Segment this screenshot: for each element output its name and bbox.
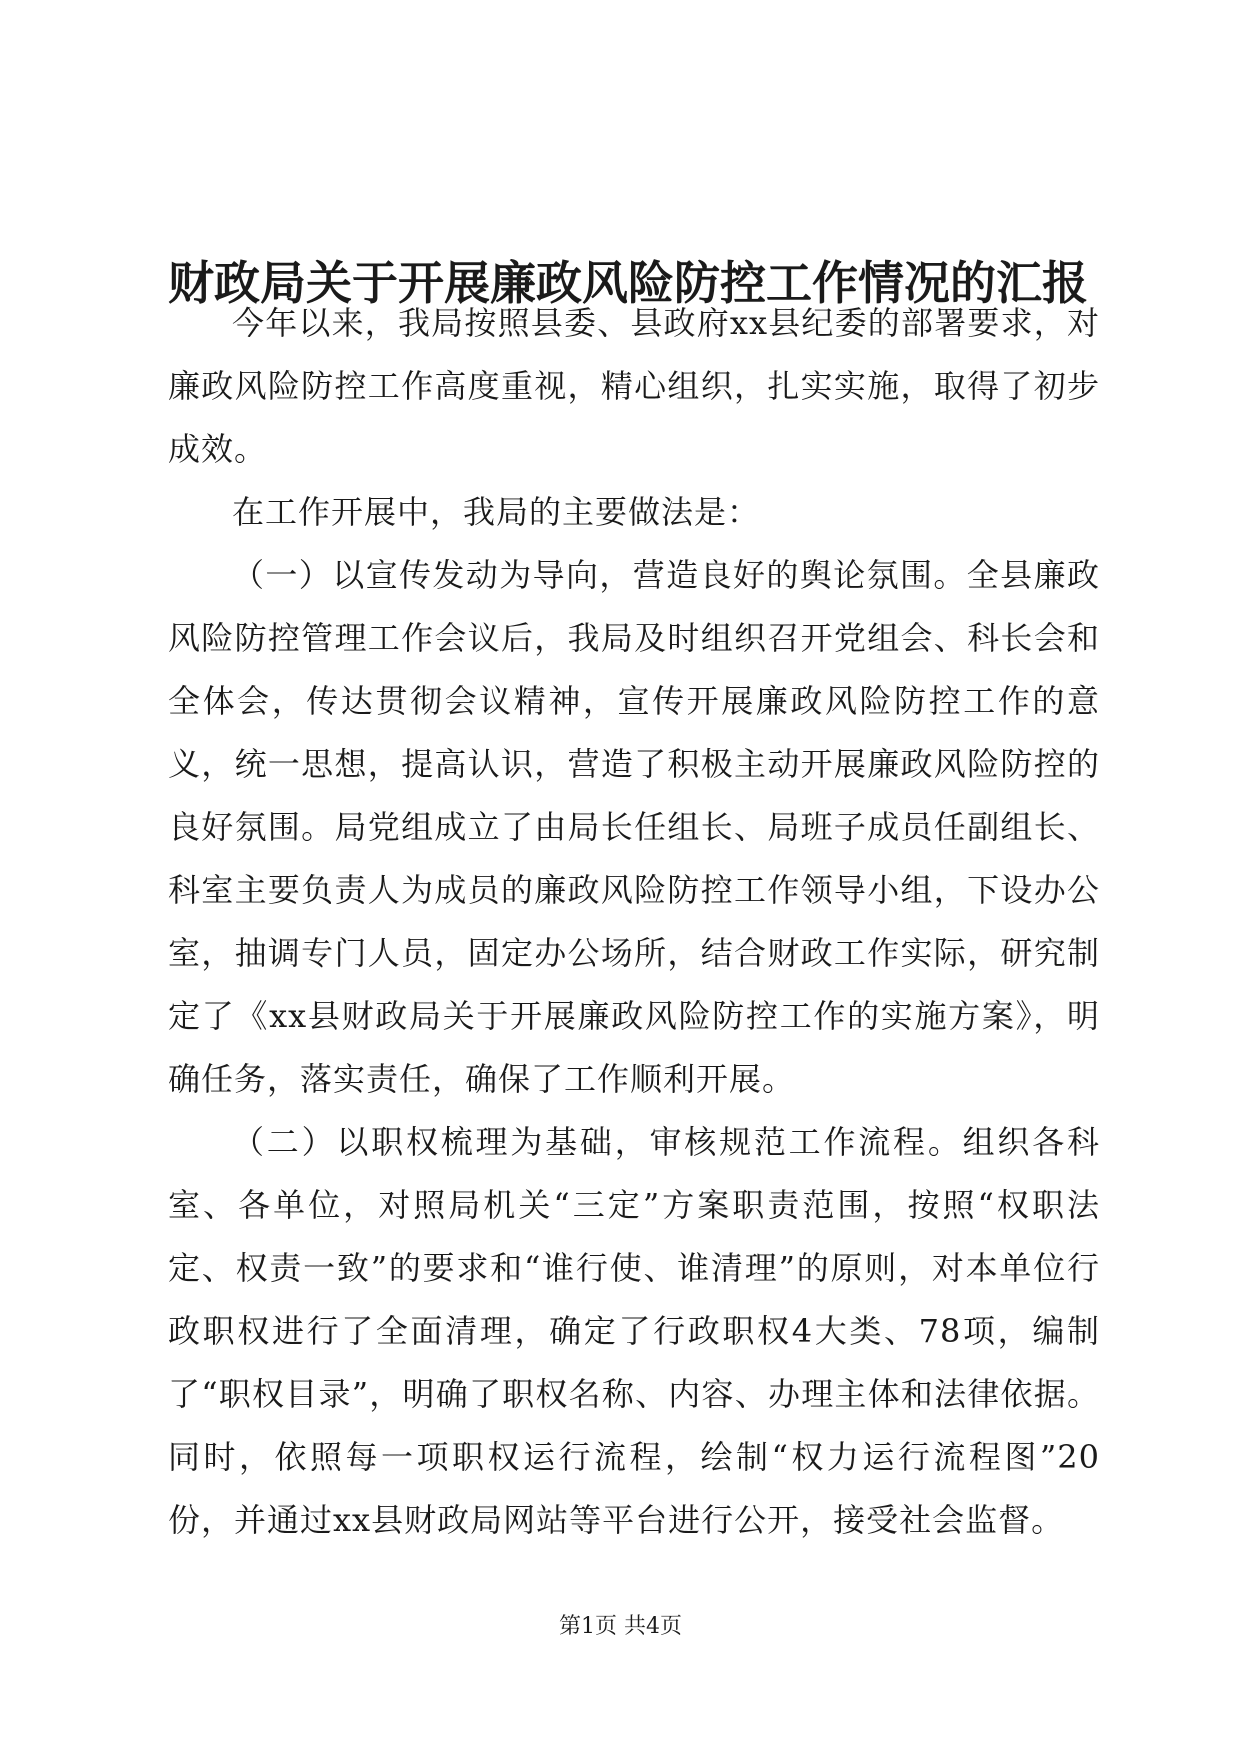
page-number: 第1页 共4页 xyxy=(559,1614,682,1639)
paragraph-section-1: （一）以宣传发动为导向，营造良好的舆论氛围。全县廉政风险防控管理工作会议后，我局及时组织召开党组会、科长会和全体会，传达贯彻会议精神，宣传开展廉政风险防控工作的意义，统一思想，提高认识，营造了积极主动开展廉政风险防控的良好氛围。局党组成立了由局长任组长、局班子成员任副组长、科室主要负责人为成员的廉政风险防控工作领导小组，下设办公室，抽调专门人员，固定办公场所，结合财政工作实际，研究制定了《xx县财政局关于开展廉政风险防控工作的实施方案》，明确任务，落实责任，确保了工作顺利开展。 xyxy=(168,556,1100,1098)
paragraph-intro: 今年以来，我局按照县委、县政府xx县纪委的部署要求，对廉政风险防控工作高度重视，精心组织，扎实实施，取得了初步成效。 xyxy=(168,304,1100,468)
document-body xyxy=(168,292,1100,1552)
paragraph-section-2: （二）以职权梳理为基础，审核规范工作流程。组织各科室、各单位，对照局机关“三定”方案职责范围，按照“权职法定、权责一致”的要求和“谁行使、谁清理”的原则，对本单位行政职权进行了全面清理，确定了行政职权4大类、78项，编制了“职权目录”，明确了职权名称、内容、办理主体和法律依据。同时，依照每一项职权运行流程，绘制“权力运行流程图”20份，并通过xx县财政局网站等平台进行公开，接受社会监督。 xyxy=(168,1123,1100,1539)
document-title: 财政局关于开展廉政风险防控工作情况的汇报 xyxy=(168,255,1088,310)
paragraph-main-approach: 在工作开展中，我局的主要做法是： xyxy=(232,493,761,531)
